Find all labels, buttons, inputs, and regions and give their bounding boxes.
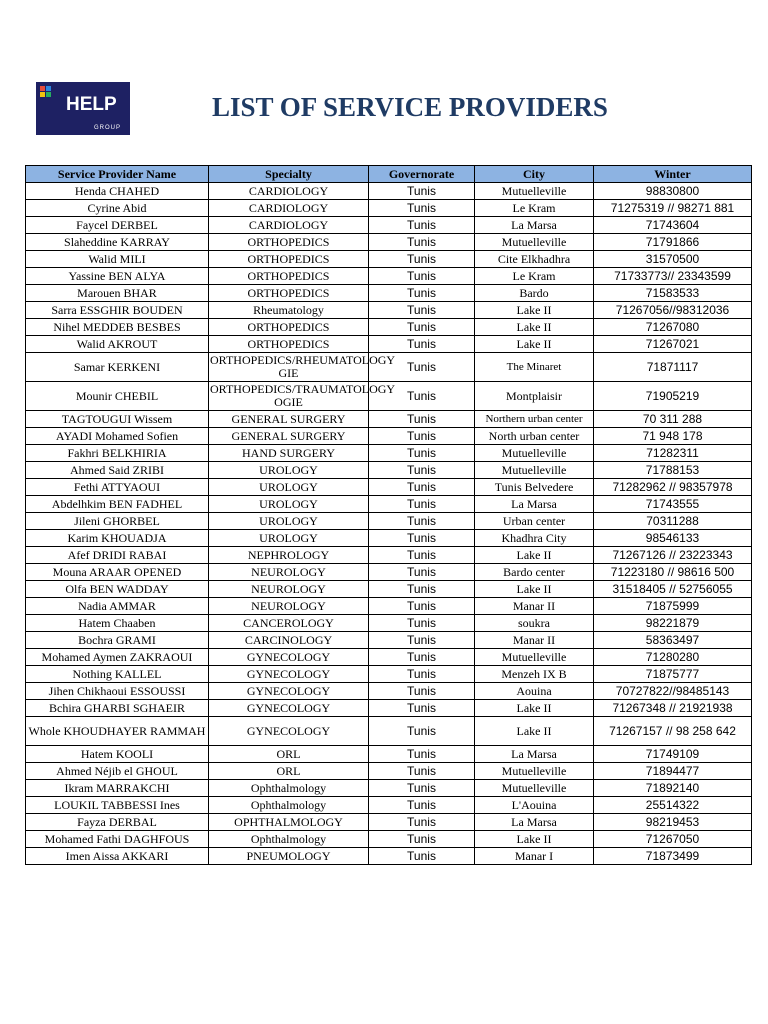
city-cell: Cite Elkhadhra [475,251,594,268]
provider-name-cell: Henda CHAHED [26,183,209,200]
provider-name-cell: Yassine BEN ALYA [26,268,209,285]
provider-name-cell: Ahmed Néjib el GHOUL [26,763,209,780]
table-row [26,513,752,530]
specialty-cell: GENERAL SURGERY [209,411,369,428]
phone-cell: 71267056//98312036 [594,302,752,319]
phone-cell: 71905219 [594,382,752,411]
specialty-cell: GYNECOLOGY [209,666,369,683]
provider-name-cell: Fayza DERBAL [26,814,209,831]
phone-cell: 71875999 [594,598,752,615]
governorate-cell: Tunis [369,649,475,666]
city-cell: La Marsa [475,814,594,831]
phone-cell: 98830800 [594,183,752,200]
city-cell: Mutuelleville [475,780,594,797]
table-row [26,251,752,268]
specialty-cell: PNEUMOLOGY [209,848,369,865]
provider-name-cell: Marouen BHAR [26,285,209,302]
governorate-cell: Tunis [369,700,475,717]
logo-square-icon [40,86,45,91]
provider-name-cell: Bchira GHARBI SGHAEIR [26,700,209,717]
table-row [26,319,752,336]
governorate-cell: Tunis [369,547,475,564]
city-cell: Manar II [475,632,594,649]
provider-name-cell: Ikram MARRAKCHI [26,780,209,797]
table-row [26,411,752,428]
provider-name-cell: Whole KHOUDHAYER RAMMAH [26,717,209,746]
table-row [26,382,752,411]
help-group-logo [36,82,130,135]
specialty-cell: Ophthalmology [209,831,369,848]
city-cell: Lake II [475,581,594,598]
table-row [26,649,752,666]
city-cell: Le Kram [475,200,594,217]
column-header-governorate: Governorate [369,166,475,183]
specialty-cell: ORTHOPEDICS [209,319,369,336]
provider-name-cell: Walid AKROUT [26,336,209,353]
table-row [26,746,752,763]
table-row [26,564,752,581]
provider-name-cell: AYADI Mohamed Sofien [26,428,209,445]
phone-cell: 71282311 [594,445,752,462]
specialty-cell: ORL [209,746,369,763]
column-header-city: City [475,166,594,183]
governorate-cell: Tunis [369,285,475,302]
governorate-cell: Tunis [369,746,475,763]
table-row [26,666,752,683]
phone-cell: 71267080 [594,319,752,336]
city-cell: Lake II [475,831,594,848]
table-row [26,700,752,717]
governorate-cell: Tunis [369,831,475,848]
phone-cell: 71267050 [594,831,752,848]
specialty-cell: ORTHOPEDICS [209,234,369,251]
provider-name-cell: Cyrine Abid [26,200,209,217]
phone-cell: 31518405 // 52756055 [594,581,752,598]
logo-square-icon [40,92,45,97]
city-cell: Tunis Belvedere [475,479,594,496]
governorate-cell: Tunis [369,848,475,865]
city-cell: Bardo center [475,564,594,581]
table-row [26,615,752,632]
service-providers-table [25,165,752,865]
specialty-cell: GENERAL SURGERY [209,428,369,445]
provider-name-cell: TAGTOUGUI Wissem [26,411,209,428]
provider-name-cell: Mouna ARAAR OPENED [26,564,209,581]
specialty-cell: NEPHROLOGY [209,547,369,564]
phone-cell: 71743604 [594,217,752,234]
provider-name-cell: Walid MILI [26,251,209,268]
phone-cell: 71873499 [594,848,752,865]
specialty-cell: HAND SURGERY [209,445,369,462]
specialty-cell: ORTHOPEDICS [209,268,369,285]
provider-name-cell: Samar KERKENI [26,353,209,382]
phone-cell: 71280280 [594,649,752,666]
specialty-cell: GYNECOLOGY [209,649,369,666]
governorate-cell: Tunis [369,683,475,700]
city-cell: Bardo [475,285,594,302]
specialty-cell: OPHTHALMOLOGY [209,814,369,831]
governorate-cell: Tunis [369,666,475,683]
provider-name-cell: Fakhri BELKHIRIA [26,445,209,462]
table-row [26,547,752,564]
phone-cell: 31570500 [594,251,752,268]
city-cell: Mutuelleville [475,445,594,462]
city-cell: La Marsa [475,746,594,763]
governorate-cell: Tunis [369,353,475,382]
provider-name-cell: LOUKIL TABBESSI Ines [26,797,209,814]
phone-cell: 71875777 [594,666,752,683]
provider-name-cell: Abdelhkim BEN FADHEL [26,496,209,513]
city-cell: Montplaisir [475,382,594,411]
governorate-cell: Tunis [369,513,475,530]
table-row [26,598,752,615]
specialty-cell: NEUROLOGY [209,598,369,615]
provider-name-cell: Nihel MEDDEB BESBES [26,319,209,336]
city-cell: Urban center [475,513,594,530]
specialty-cell: UROLOGY [209,496,369,513]
phone-cell: 58363497 [594,632,752,649]
city-cell: Lake II [475,717,594,746]
phone-cell: 98219453 [594,814,752,831]
table-row [26,234,752,251]
city-cell: North urban center [475,428,594,445]
table-row [26,302,752,319]
governorate-cell: Tunis [369,411,475,428]
table-row [26,479,752,496]
city-cell: Le Kram [475,268,594,285]
specialty-cell: UROLOGY [209,513,369,530]
specialty-cell: ORL [209,763,369,780]
table-row [26,183,752,200]
table-row [26,336,752,353]
provider-name-cell: Karim KHOUADJA [26,530,209,547]
governorate-cell: Tunis [369,814,475,831]
governorate-cell: Tunis [369,496,475,513]
provider-name-cell: Bochra GRAMI [26,632,209,649]
governorate-cell: Tunis [369,302,475,319]
provider-name-cell: Mohamed Fathi DAGHFOUS [26,831,209,848]
logo-square-icon [46,86,51,91]
provider-name-cell: Hatem Chaaben [26,615,209,632]
specialty-cell: ORTHOPEDICS/RHEUMATOLOGY GIE [210,353,396,380]
table-row [26,268,752,285]
phone-cell: 98546133 [594,530,752,547]
city-cell: Lake II [475,319,594,336]
governorate-cell: Tunis [369,445,475,462]
phone-cell: 71282962 // 98357978 [594,479,752,496]
phone-cell: 70727822//98485143 [594,683,752,700]
governorate-cell: Tunis [369,336,475,353]
city-cell: Lake II [475,336,594,353]
phone-cell: 71749109 [594,746,752,763]
city-cell: Mutuelleville [475,234,594,251]
specialty-cell: GYNECOLOGY [209,700,369,717]
phone-cell: 71788153 [594,462,752,479]
table-row [26,445,752,462]
phone-cell: 71743555 [594,496,752,513]
phone-cell: 71 948 178 [594,428,752,445]
column-header-name: Service Provider Name [26,166,209,183]
specialty-cell: UROLOGY [209,479,369,496]
phone-cell: 25514322 [594,797,752,814]
phone-cell: 71871117 [594,353,752,382]
phone-cell: 71267157 // 98 258 642 [594,717,752,746]
city-cell: Aouina [475,683,594,700]
phone-cell: 71223180 // 98616 500 [594,564,752,581]
table-header-row [26,166,752,183]
table-row [26,848,752,865]
governorate-cell: Tunis [369,183,475,200]
specialty-cell: ORTHOPEDICS [209,251,369,268]
governorate-cell: Tunis [369,564,475,581]
governorate-cell: Tunis [369,382,475,411]
city-cell: Mutuelleville [475,649,594,666]
provider-name-cell: Imen Aissa AKKARI [26,848,209,865]
table-row [26,353,752,382]
provider-name-cell: Hatem KOOLI [26,746,209,763]
city-cell: Northern urban center [475,411,594,428]
table-row [26,217,752,234]
phone-cell: 70311288 [594,513,752,530]
city-cell: Mutuelleville [475,763,594,780]
governorate-cell: Tunis [369,598,475,615]
city-cell: soukra [475,615,594,632]
provider-name-cell: Faycel DERBEL [26,217,209,234]
city-cell: Lake II [475,700,594,717]
governorate-cell: Tunis [369,200,475,217]
specialty-cell: UROLOGY [209,530,369,547]
table-row [26,200,752,217]
table-row [26,717,752,746]
governorate-cell: Tunis [369,632,475,649]
city-cell: La Marsa [475,496,594,513]
specialty-cell: GYNECOLOGY [209,683,369,700]
phone-cell: 71267126 // 23223343 [594,547,752,564]
provider-name-cell: Slaheddine KARRAY [26,234,209,251]
provider-name-cell: Mohamed Aymen ZAKRAOUI [26,649,209,666]
city-cell: Mutuelleville [475,183,594,200]
table-row [26,632,752,649]
specialty-cell: CARCINOLOGY [209,632,369,649]
page-title: LIST OF SERVICE PROVIDERS [212,92,608,122]
city-cell: L'Aouina [475,797,594,814]
phone-cell: 70 311 288 [594,411,752,428]
specialty-cell: ORTHOPEDICS [209,285,369,302]
city-cell: Khadhra City [475,530,594,547]
city-cell: Menzeh IX B [475,666,594,683]
provider-name-cell: Olfa BEN WADDAY [26,581,209,598]
table-row [26,763,752,780]
governorate-cell: Tunis [369,462,475,479]
table-row [26,428,752,445]
provider-name-cell: Fethi ATTYAOUI [26,479,209,496]
table-row [26,285,752,302]
phone-cell: 71892140 [594,780,752,797]
table-row [26,581,752,598]
phone-cell: 71267021 [594,336,752,353]
specialty-cell: CANCEROLOGY [209,615,369,632]
table-row [26,797,752,814]
specialty-cell: CARDIOLOGY [209,217,369,234]
governorate-cell: Tunis [369,217,475,234]
specialty-cell: NEUROLOGY [209,581,369,598]
specialty-cell: ORTHOPEDICS [209,336,369,353]
governorate-cell: Tunis [369,763,475,780]
phone-cell: 71894477 [594,763,752,780]
governorate-cell: Tunis [369,319,475,336]
column-header-winter: Winter [594,166,752,183]
governorate-cell: Tunis [369,780,475,797]
governorate-cell: Tunis [369,251,475,268]
table-row [26,814,752,831]
provider-name-cell: Mounir CHEBIL [26,382,209,411]
provider-name-cell: Afef DRIDI RABAI [26,547,209,564]
table-row [26,462,752,479]
table-row [26,780,752,797]
specialty-cell: ORTHOPEDICS/TRAUMATOLOGY OGIE [210,382,396,409]
phone-cell: 98221879 [594,615,752,632]
governorate-cell: Tunis [369,797,475,814]
city-cell: Manar II [475,598,594,615]
governorate-cell: Tunis [369,479,475,496]
governorate-cell: Tunis [369,268,475,285]
city-cell: Lake II [475,302,594,319]
logo-text: HELP [66,94,117,115]
provider-name-cell: Nadia AMMAR [26,598,209,615]
governorate-cell: Tunis [369,234,475,251]
phone-cell: 71275319 // 98271 881 [594,200,752,217]
logo-square-icon [46,92,51,97]
city-cell: The Minaret [475,353,594,382]
specialty-cell: Ophthalmology [209,780,369,797]
governorate-cell: Tunis [369,581,475,598]
provider-name-cell: Jileni GHORBEL [26,513,209,530]
phone-cell: 71791866 [594,234,752,251]
column-header-specialty: Specialty [209,166,369,183]
specialty-cell: NEUROLOGY [209,564,369,581]
specialty-cell: Rheumatology [209,302,369,319]
specialty-cell: CARDIOLOGY [209,200,369,217]
table-row [26,530,752,547]
specialty-cell: CARDIOLOGY [209,183,369,200]
specialty-cell: UROLOGY [209,462,369,479]
city-cell: Lake II [475,547,594,564]
table-row [26,683,752,700]
governorate-cell: Tunis [369,530,475,547]
city-cell: Mutuelleville [475,462,594,479]
table-row [26,831,752,848]
city-cell: La Marsa [475,217,594,234]
specialty-cell: GYNECOLOGY [209,717,369,746]
governorate-cell: Tunis [369,428,475,445]
governorate-cell: Tunis [369,615,475,632]
phone-cell: 71733773// 23343599 [594,268,752,285]
provider-name-cell: Sarra ESSGHIR BOUDEN [26,302,209,319]
phone-cell: 71583533 [594,285,752,302]
table-row [26,496,752,513]
phone-cell: 71267348 // 21921938 [594,700,752,717]
provider-name-cell: Ahmed Said ZRIBI [26,462,209,479]
provider-name-cell: Nothing KALLEL [26,666,209,683]
specialty-cell: Ophthalmology [209,797,369,814]
provider-name-cell: Jihen Chikhaoui ESSOUSSI [26,683,209,700]
logo-subtext: GROUP [94,125,122,131]
governorate-cell: Tunis [369,717,475,746]
city-cell: Manar I [475,848,594,865]
